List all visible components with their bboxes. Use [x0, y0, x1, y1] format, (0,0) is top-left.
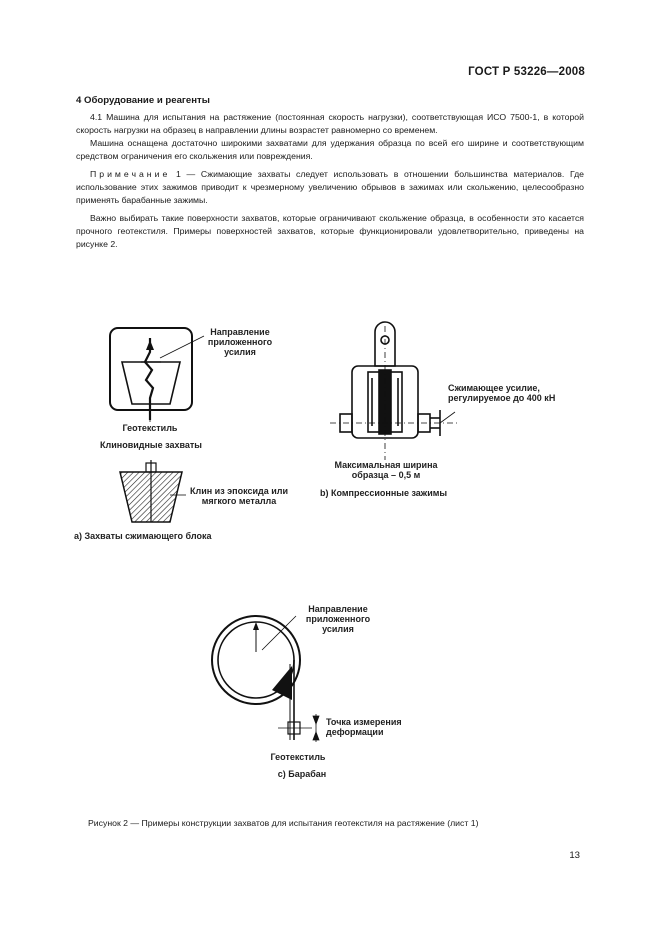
caption-a: а) Захваты сжимающего блока	[74, 531, 212, 541]
label-measurement-point: Точка измерения деформации	[326, 717, 402, 737]
paragraph-grips: Машина оснащена достаточно широкими захватами для удержания образца по всей его ширине и соответствующим средством ограничения его скольжения или повреждения.	[76, 138, 584, 161]
note-body: 1 — Сжимающие захваты следует использовать в отношении большинства материалов. Где использование этих зажимов приводит к чрезмерному увеличению обрывов в зажимах или скольжению, целесообразно применять барабанные зажимы.	[76, 169, 584, 205]
label-direction-c: Направление приложенного усилия	[305, 604, 371, 634]
paragraph-surfaces: Важно выбирать такие поверхности захватов, которые ограничивают скольжение образца, в особенности это касается прочного геотекстиля. Примеры поверхностей захватов, которые функционировали удовлетворительно, приведены на рисунке 2.	[76, 213, 584, 249]
label-direction-a: Направление приложенного усилия	[207, 327, 273, 357]
arrow-up-icon	[146, 340, 154, 350]
section-title: 4 Оборудование и реагенты	[76, 95, 210, 106]
standard-header: ГОСТ Р 53226—2008	[468, 66, 585, 78]
epoxy-wedge	[120, 460, 186, 522]
drum-grip	[212, 616, 312, 740]
figure-caption: Рисунок 2 — Примеры конструкции захватов для испытания геотекстиля на растяжение (лист 1)	[88, 818, 479, 828]
label-geotextile-c: Геотекстиль	[270, 752, 326, 762]
label-wedge-grips: Клиновидные захваты	[100, 440, 202, 450]
force-leader-b	[440, 412, 455, 423]
caption-b: b) Компрессионные зажимы	[320, 488, 448, 498]
measurement-point-marker	[313, 714, 319, 742]
label-wedge-material: Клин из эпоксида или мягкого металла	[189, 486, 288, 506]
page-number: 13	[569, 850, 580, 861]
label-compression-force: Сжимающее усилие, регулируемое до 400 кН	[448, 383, 556, 403]
note-lead: Примечание	[90, 169, 171, 179]
label-geotextile-a: Геотекстиль	[122, 423, 178, 433]
caption-c: c) Барабан	[277, 769, 327, 779]
paragraph-4-1: 4.1 Машина для испытания на растяжение (постоянная скорость нагрузки), соответствующая ИСО 7500-1, в которой скорость нагрузки на образец в направлении длины возрастет равномерно со временем.	[76, 112, 584, 135]
arrow-up-icon	[253, 622, 259, 630]
direction-leader-a	[160, 336, 204, 358]
geotextile-strip-a	[145, 338, 153, 420]
compression-clamp	[340, 322, 440, 438]
label-max-width: Максимальная ширина образца – 0,5 м	[334, 460, 438, 480]
